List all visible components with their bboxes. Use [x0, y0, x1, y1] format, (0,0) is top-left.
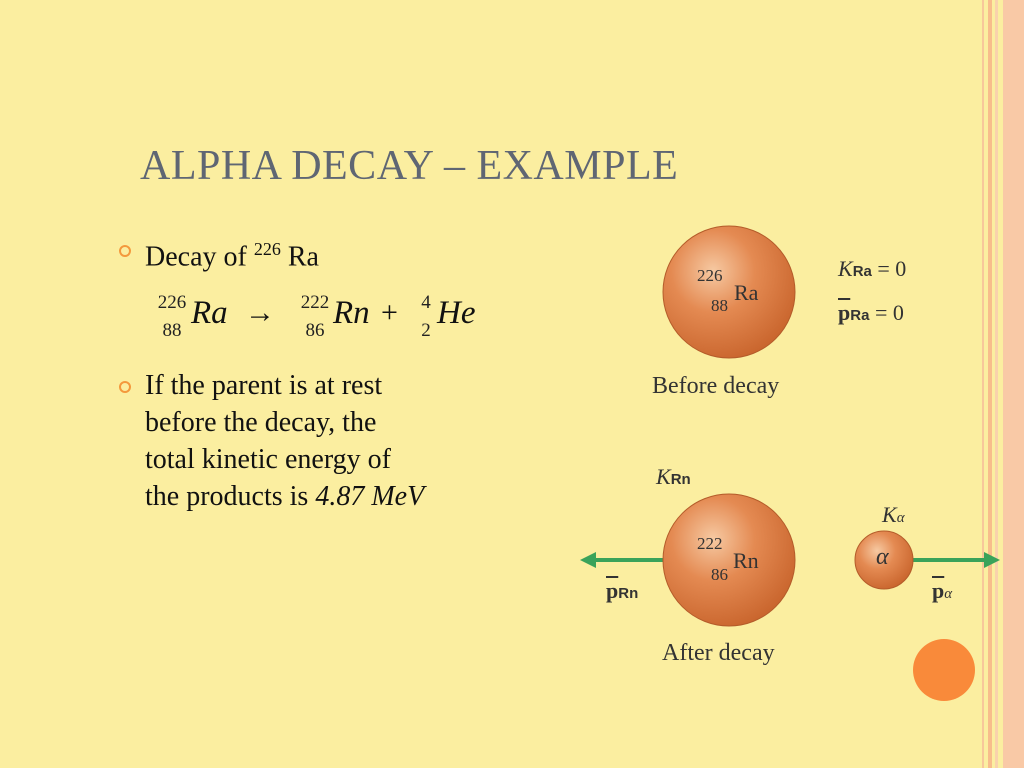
p-vector-symbol: $\overline{p}$	[606, 578, 619, 603]
alpha-arrowhead-icon	[984, 552, 1000, 568]
k-symbol: K	[882, 502, 897, 527]
p-subscript: α	[944, 586, 953, 602]
k-rn-label	[656, 464, 691, 490]
p-subscript: Ra	[850, 307, 870, 324]
p-value: = 0	[874, 300, 904, 325]
radon-arrowhead-icon	[580, 552, 596, 568]
ra-atomic-number: 88	[711, 296, 728, 315]
p-subscript: Rn	[618, 585, 639, 602]
k-symbol: K	[656, 464, 671, 489]
k-ra-equals-zero	[838, 256, 906, 282]
parent-symbol: Ra	[191, 295, 228, 331]
radon-nucleus	[663, 494, 795, 626]
slide-title: ALPHA DECAY – EXAMPLE	[140, 143, 679, 189]
mass-number-superscript: 226	[253, 239, 281, 259]
k-subscript: Rn	[670, 471, 691, 488]
alpha-atomic-number: 2	[421, 320, 431, 341]
p-vector-symbol: $\overline{p}$	[932, 578, 945, 603]
alpha-particle-symbol: α	[876, 544, 889, 570]
daughter-atomic-number: 86	[305, 320, 325, 341]
rn-symbol: Rn	[733, 548, 759, 573]
before-decay-caption: Before decay	[652, 373, 780, 399]
bullet-text: Decay of	[145, 241, 254, 273]
k-value: = 0	[877, 256, 907, 281]
k-alpha-label	[882, 502, 905, 528]
bullet-line: before the decay, the	[145, 407, 377, 438]
decorative-orange-dot	[913, 639, 975, 701]
after-decay-caption: After decay	[662, 640, 775, 666]
ra-mass-number: 226	[697, 266, 723, 285]
reaction-arrow: →	[245, 296, 275, 329]
parent-atomic-number: 88	[162, 320, 182, 341]
parent-mass-number: 226	[157, 292, 187, 313]
p-vector-symbol: $\overline{p}$	[838, 300, 851, 325]
rn-mass-number: 222	[697, 534, 723, 553]
p-alpha-label	[932, 578, 952, 604]
k-symbol: K	[838, 256, 853, 281]
element-symbol: Ra	[280, 241, 319, 273]
daughter-mass-number: 222	[300, 292, 330, 313]
k-subscript: α	[896, 510, 905, 526]
daughter-symbol: Rn	[333, 295, 370, 331]
bullet-line-text: the products is	[145, 481, 316, 512]
rn-atomic-number: 86	[711, 565, 728, 584]
p-ra-equals-zero	[838, 300, 904, 326]
bullet-line: If the parent is at rest	[145, 370, 383, 401]
k-subscript: Ra	[852, 263, 872, 280]
energy-value: 4.87 MeV	[315, 481, 425, 512]
bullet-line: total kinetic energy of	[145, 444, 391, 475]
p-rn-label	[606, 578, 638, 604]
plus-sign: +	[381, 296, 398, 329]
alpha-symbol: He	[437, 295, 476, 331]
alpha-mass-number: 4	[421, 292, 431, 313]
radium-nucleus	[663, 226, 795, 358]
ra-symbol: Ra	[734, 280, 759, 305]
